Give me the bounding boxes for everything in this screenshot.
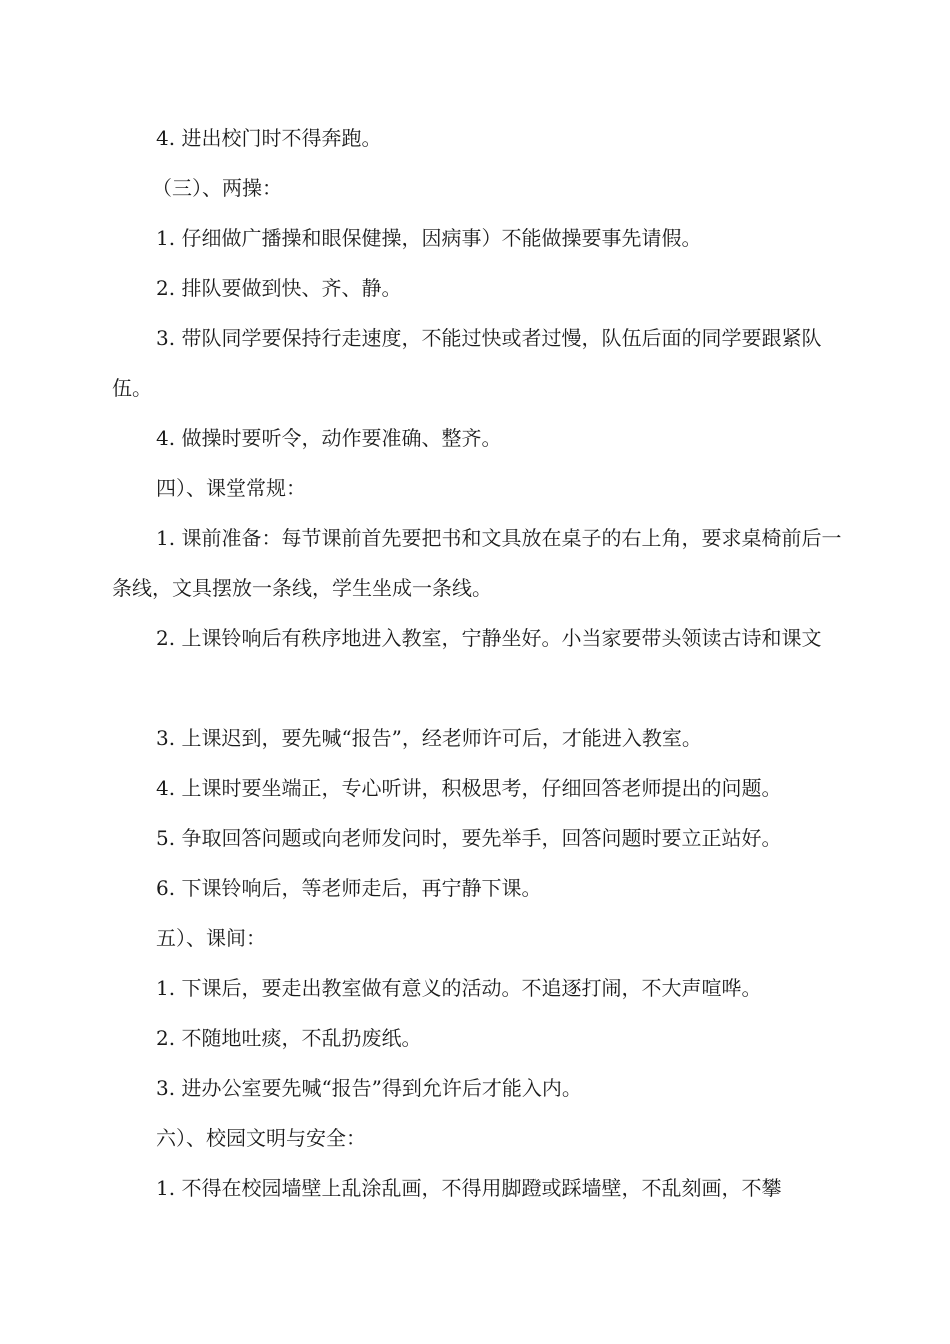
paragraph-classroom-3: 3. 上课迟到，要先喊“报告”，经老师许可后，才能进入教室。 — [156, 726, 702, 750]
paragraph-exercise-2: 2. 排队要做到快、齐、静。 — [156, 276, 402, 300]
paragraph-break-3: 3. 进办公室要先喊“报告”得到允许后才能入内。 — [156, 1076, 582, 1100]
paragraph-classroom-6: 6. 下课铃响后，等老师走后，再宁静下课。 — [156, 876, 542, 900]
section-heading-classroom: 四）、课堂常规： — [156, 476, 306, 500]
paragraph-campus-1: 1. 不得在校园墙壁上乱涂乱画，不得用脚蹬或踩墙壁，不乱刻画，不攀 — [156, 1176, 782, 1200]
paragraph-exercise-1: 1. 仔细做广播操和眼保健操，因病事）不能做操要事先请假。 — [156, 226, 702, 250]
paragraph-exercise-3: 3. 带队同学要保持行走速度，不能过快或者过慢，队伍后面的同学要跟紧队伍。 — [112, 326, 822, 400]
paragraph-rule-4-gate: 4. 进出校门时不得奔跑。 — [156, 126, 382, 150]
section-heading-break: 五）、课间： — [156, 926, 266, 950]
paragraph-classroom-1: 1. 课前准备：每节课前首先要把书和文具放在桌子的右上角，要求桌椅前后一条线，文具摆放一条线，学生坐成一条线。 — [112, 526, 842, 600]
paragraph-exercise-4: 4. 做操时要听令，动作要准确、整齐。 — [156, 426, 502, 450]
paragraph-classroom-4: 4. 上课时要坐端正，专心听讲，积极思考，仔细回答老师提出的问题。 — [156, 776, 782, 800]
paragraph-classroom-5: 5. 争取回答问题或向老师发问时，要先举手，回答问题时要立正站好。 — [156, 826, 782, 850]
section-heading-campus-safety: 六）、校园文明与安全： — [156, 1126, 366, 1150]
paragraph-classroom-2: 2. 上课铃响后有秩序地进入教室，宁静坐好。小当家要带头领读古诗和课文 — [156, 626, 822, 650]
paragraph-break-1: 1. 下课后，要走出教室做有意义的活动。不追逐打闹，不大声喧哗。 — [156, 976, 762, 1000]
section-heading-exercises: （三）、两操： — [152, 176, 282, 200]
paragraph-break-2: 2. 不随地吐痰，不乱扔废纸。 — [156, 1026, 422, 1050]
